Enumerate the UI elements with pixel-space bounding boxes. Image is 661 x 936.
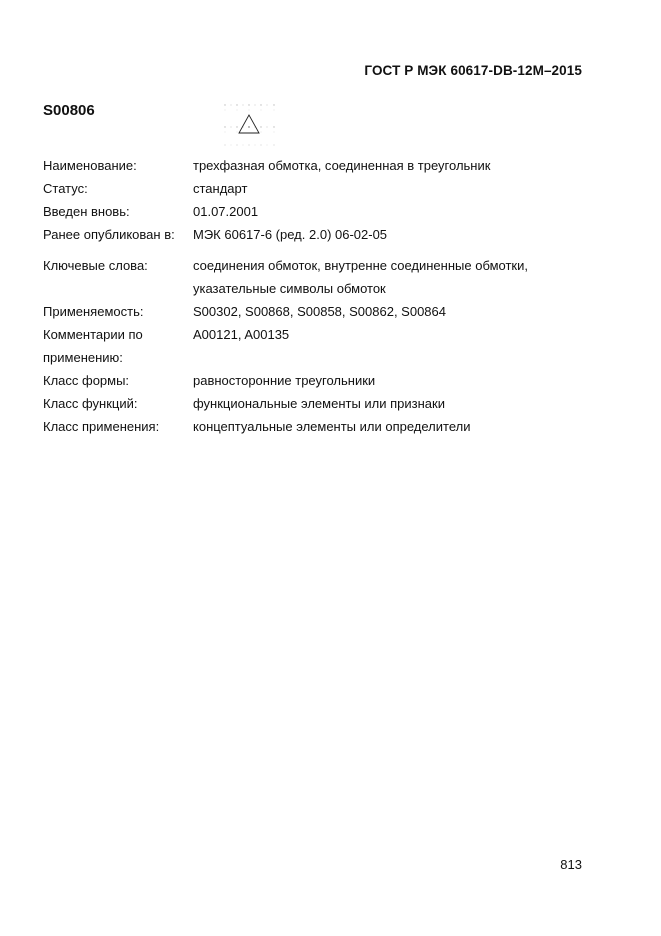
grid-dots xyxy=(224,104,274,145)
field-value: концептуальные элементы или определители xyxy=(193,419,471,434)
standard-header: ГОСТ Р МЭК 60617-DB-12M–2015 xyxy=(364,63,582,78)
field-row-shape-class xyxy=(43,369,583,392)
field-value: функциональные элементы или признаки xyxy=(193,396,445,411)
field-row-function-class xyxy=(43,392,583,415)
field-value: A00121, A00135 xyxy=(193,327,290,342)
field-row-applicability xyxy=(43,300,583,323)
field-value xyxy=(193,246,583,300)
field-label: Введен вновь: xyxy=(43,204,130,219)
field-row-application-class xyxy=(43,415,583,438)
field-row-name xyxy=(43,154,583,177)
page-number: 813 xyxy=(560,857,582,872)
symbol-id: S00806 xyxy=(43,102,95,119)
field-value: равносторонние треугольники xyxy=(193,373,376,388)
delta-triangle-winding-icon xyxy=(222,100,280,150)
field-row-application-notes xyxy=(43,323,583,369)
field-label: Класс применения: xyxy=(43,419,160,434)
field-label: Ключевые слова: xyxy=(43,258,148,273)
field-row-keywords xyxy=(43,246,583,300)
field-value-line: указательные символы обмоток xyxy=(193,281,386,296)
field-label: Применяемость: xyxy=(43,304,144,319)
field-row-previously-published xyxy=(43,223,583,246)
field-label: Класс функций: xyxy=(43,396,138,411)
field-value-line: соединения обмоток, внутренне соединенные обмотки, xyxy=(193,258,528,273)
field-value: S00302, S00868, S00858, S00862, S00864 xyxy=(193,304,446,319)
symbol-metadata-table xyxy=(43,154,583,438)
field-label-line: Комментарии по xyxy=(43,327,143,342)
field-value: трехфазная обмотка, соединенная в треугольник xyxy=(193,158,491,173)
triangle-shape xyxy=(239,115,259,133)
field-label: Класс формы: xyxy=(43,373,130,388)
field-row-status xyxy=(43,177,583,200)
field-value: МЭК 60617-6 (ред. 2.0) 06-02-05 xyxy=(193,227,388,242)
field-label: Ранее опубликован в: xyxy=(43,227,175,242)
field-value: 01.07.2001 xyxy=(193,204,259,219)
field-label-line: применению: xyxy=(43,350,123,365)
field-row-introduced xyxy=(43,200,583,223)
field-label: Статус: xyxy=(43,181,88,196)
field-label xyxy=(43,323,193,369)
field-value: стандарт xyxy=(193,181,248,196)
field-label: Наименование: xyxy=(43,158,137,173)
